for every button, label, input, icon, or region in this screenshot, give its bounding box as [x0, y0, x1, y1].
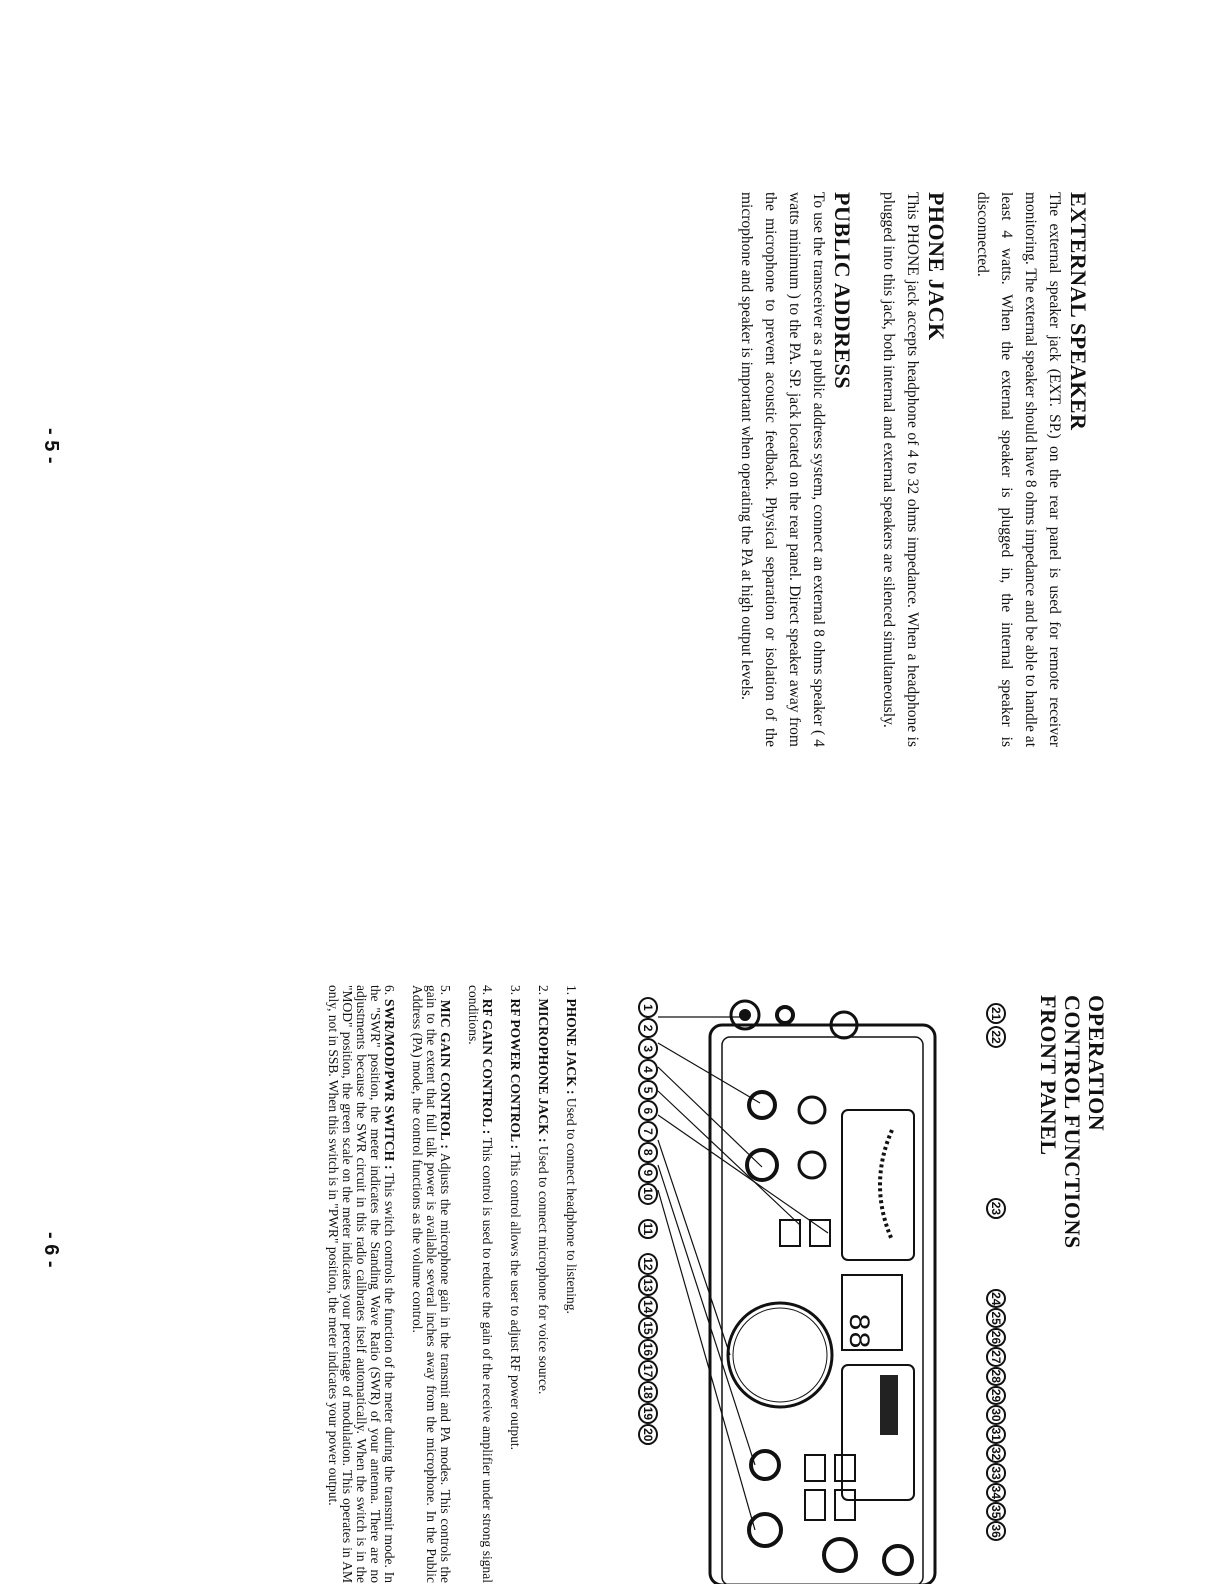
section-phone-jack — [876, 192, 948, 747]
control-item: 5. MIC GAIN CONTROL : Adjusts the microphone gain in the transmit and PA modes. This controls the gain to the extent that full talk power is available several inches away from the microphone. In the Public Address (PA) mode, the control functions as the volume control. — [410, 985, 453, 1584]
callout-23: 23 — [986, 1198, 1006, 1219]
page-number: - 5 - — [40, 428, 62, 464]
fine-tune-knob — [749, 1514, 781, 1546]
switch-a — [780, 1220, 800, 1246]
squelch-knob — [799, 1097, 825, 1123]
title-front-panel: FRONT PANEL — [1036, 995, 1061, 1156]
callout-25: 25 — [986, 1308, 1006, 1327]
mic-gain-knob — [799, 1152, 825, 1178]
control-function-list — [312, 985, 578, 1583]
callout-19: 19 — [638, 1403, 658, 1424]
callout-36: 36 — [986, 1521, 1006, 1540]
callout-35: 35 — [986, 1502, 1006, 1521]
front-panel-diagram — [630, 995, 1015, 1584]
callout-11: 11 — [638, 1219, 658, 1240]
phone-jack — [777, 1007, 793, 1023]
callout-21: 21 — [986, 1003, 1006, 1024]
callout-30: 30 — [986, 1405, 1006, 1424]
page-5-text-block — [734, 192, 1090, 747]
section-heading: PUBLIC ADDRESS — [830, 192, 855, 390]
callout-row-bottom — [641, 997, 655, 1582]
callout-3: 3 — [638, 1038, 658, 1059]
callout-9: 9 — [638, 1163, 658, 1184]
control-item: 6. SWR/MOD/PWR SWITCH : This switch controls the function of the meter during the transmit mode. In the "SWR" position, the meter indicates the Standing Wave Ratio (SWR) of your antenna. There are no adjustments because the SWR circuit in this radio calibrates itself automatically. When the switch is in the "MOD" position, the green scale on the meter indicates your percentage of modulation. This operates in AM only, not in SSB. When this switch is in "PWR" position, the meter indicates your power output. — [326, 985, 397, 1583]
rf-power-knob — [747, 1150, 777, 1180]
bottom-callout-leaders — [658, 1017, 828, 1530]
coarse-tune-knob — [824, 1539, 856, 1571]
callout-6: 6 — [638, 1100, 658, 1121]
callout-28: 28 — [986, 1367, 1006, 1386]
callout-33: 33 — [986, 1463, 1006, 1482]
callout-4: 4 — [638, 1059, 658, 1080]
section-heading: PHONE JACK — [924, 192, 949, 341]
callout-row-top — [989, 1003, 1003, 1583]
callout-29: 29 — [986, 1386, 1006, 1405]
control-item: 4. RF GAIN CONTROL : This control is used to reduce the gain of the receive amplifier under strong signal conditions. — [466, 985, 495, 1583]
channel-selector-knob — [728, 1303, 832, 1407]
section-body: To use the transceiver as a public address system, connect an external 8 ohms speaker ( 4 watts minimum ) to the PA. SP. jack located on the rear panel. Direct speaker away from the microphone to prevent acoustic feedback. Physical separation or isolation of the microphone and speaker is important when operating the PA at high output levels. — [738, 192, 827, 747]
switch-c — [805, 1455, 825, 1481]
control-item: 3. RF POWER CONTROL : This control allows the user to adjust RF power output. — [508, 985, 523, 1450]
page-6-title — [1036, 995, 1108, 1295]
mode-knob — [884, 1546, 912, 1574]
title-operation: OPERATION — [1084, 995, 1109, 1132]
switch-e — [805, 1490, 825, 1520]
section-heading: EXTERNAL SPEAKER — [1066, 192, 1091, 431]
title-control-functions: CONTROL FUNCTIONS — [1060, 995, 1085, 1249]
callout-26: 26 — [986, 1328, 1006, 1347]
callout-20: 20 — [638, 1424, 658, 1445]
callout-10: 10 — [638, 1183, 658, 1204]
meter-scale — [880, 1130, 892, 1240]
frequency-digits — [880, 1375, 898, 1435]
section-body: The external speaker jack (EXT. SP.) on the rear panel is used for remote receiver monitoring. The external speaker should have 8 ohms impedance and be able to handle at least 4 watts. When the external speaker is plugged in, the internal speaker is disconnected. — [974, 192, 1063, 747]
switch-f — [835, 1490, 855, 1520]
callout-27: 27 — [986, 1347, 1006, 1366]
callout-31: 31 — [986, 1425, 1006, 1444]
page-number: - 6 - — [40, 1232, 62, 1268]
callout-32: 32 — [986, 1444, 1006, 1463]
callout-5: 5 — [638, 1080, 658, 1101]
frequency-display — [842, 1365, 914, 1500]
callout-14: 14 — [638, 1296, 658, 1317]
callout-7: 7 — [638, 1121, 658, 1142]
callout-17: 17 — [638, 1360, 658, 1381]
section-external-speaker — [970, 192, 1090, 747]
callout-8: 8 — [638, 1142, 658, 1163]
callout-24: 24 — [986, 1289, 1006, 1308]
callout-1: 1 — [638, 997, 658, 1018]
callout-22: 22 — [986, 1026, 1006, 1047]
callout-18: 18 — [638, 1381, 658, 1402]
channel-digits: 88 — [840, 1313, 874, 1350]
control-item: 2. MICROPHONE JACK : Used to connect microphone for voice source. — [536, 985, 551, 1395]
callout-15: 15 — [638, 1317, 658, 1338]
switch-d — [835, 1455, 855, 1481]
section-public-address — [734, 192, 854, 747]
clarifier-knob — [751, 1451, 779, 1479]
rf-gain-knob — [749, 1092, 775, 1118]
callout-13: 13 — [638, 1275, 658, 1296]
callout-34: 34 — [986, 1483, 1006, 1502]
callout-12: 12 — [638, 1253, 658, 1274]
callout-16: 16 — [638, 1339, 658, 1360]
callout-2: 2 — [638, 1018, 658, 1039]
section-body: This PHONE jack accepts headphone of 4 to 32 ohms impedance. When a headphone is plugged into this jack, both internal and external speakers are silenced simultaneously. — [880, 192, 921, 747]
control-item: 1. PHONE JACK : Used to connect headphone to listening. — [564, 985, 579, 1314]
